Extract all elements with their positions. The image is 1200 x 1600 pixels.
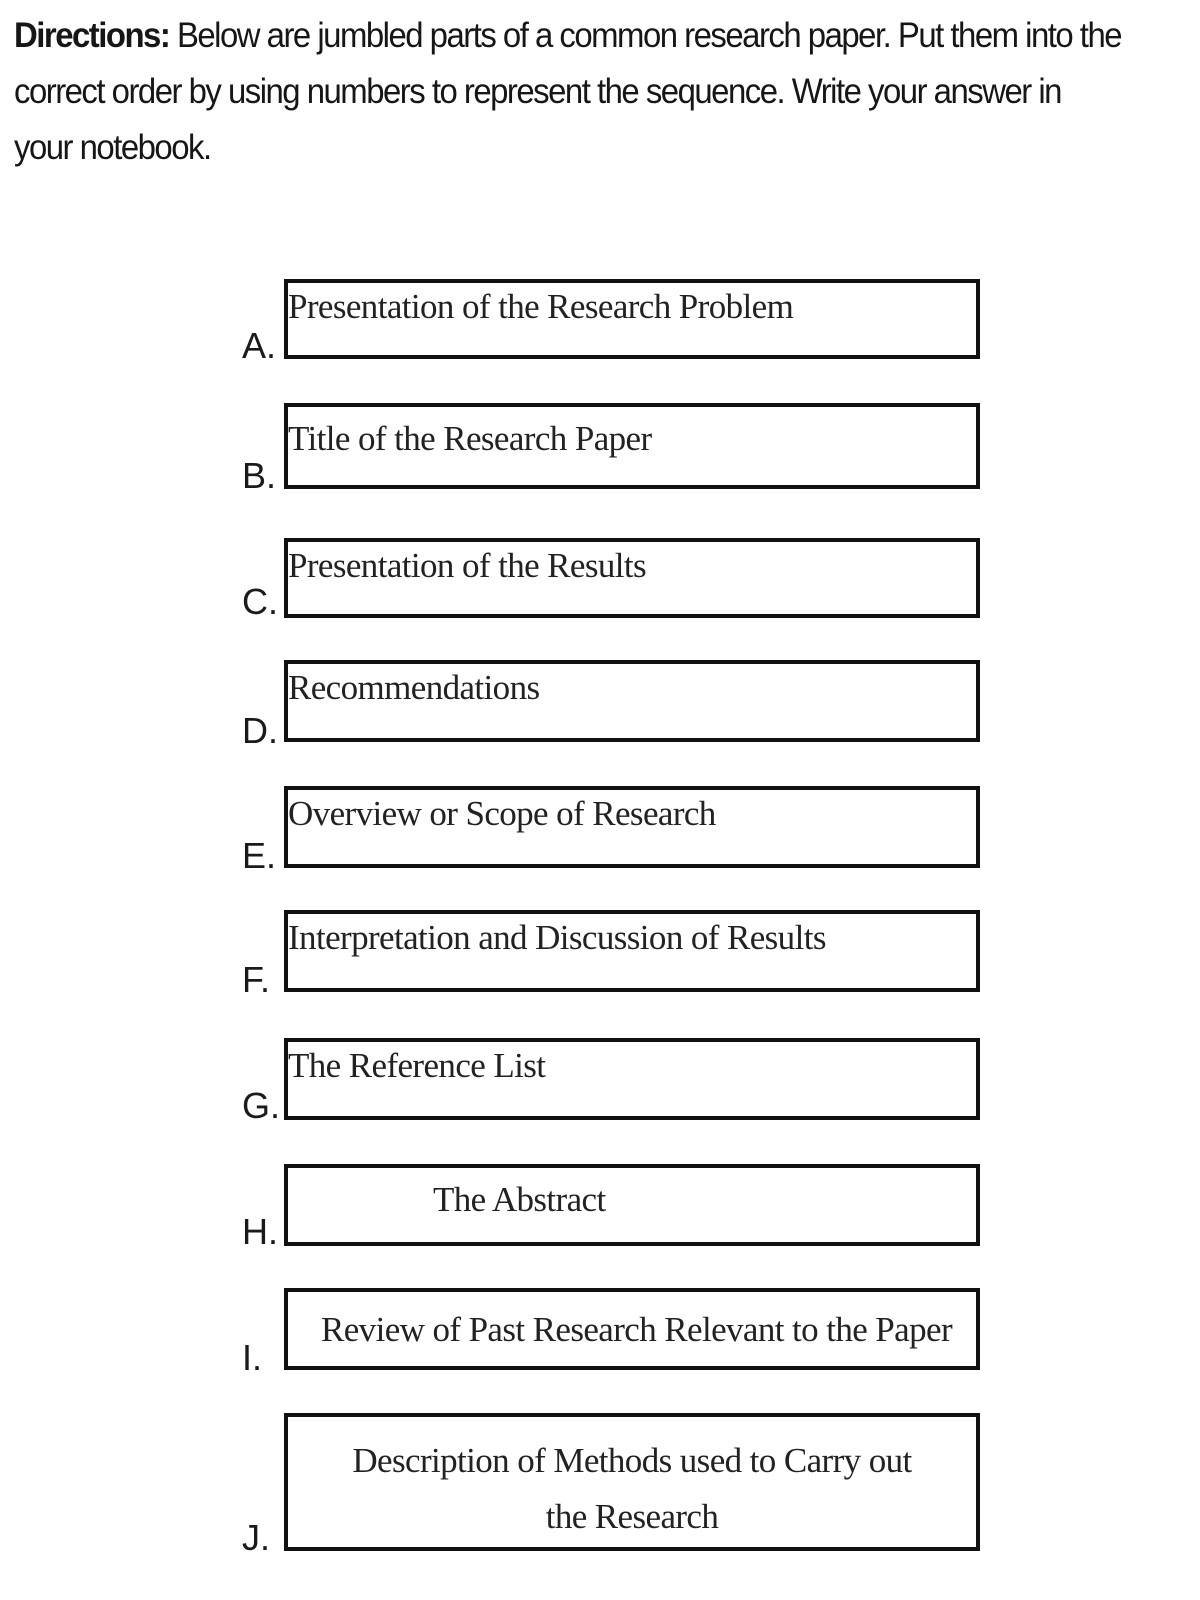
- item-letter: A.: [242, 325, 277, 366]
- item-box: [284, 1413, 980, 1551]
- item-text: Description of Methods used to Carry out the Research: [352, 1441, 912, 1536]
- item-letter: C.: [242, 581, 278, 622]
- directions-text: Below are jumbled parts of a common research paper. Put them into the correct order by using numbers to represent the sequence. Write your answer in your notebook.: [14, 16, 1122, 167]
- item-text: Review of Past Research Relevant to the Paper: [321, 1310, 952, 1349]
- item-text: Presentation of the Results: [288, 546, 647, 585]
- item-letter: H.: [242, 1211, 278, 1252]
- item-letter: J.: [242, 1517, 271, 1558]
- item-text: Overview or Scope of Research: [288, 794, 716, 833]
- item-box: [284, 660, 980, 742]
- item-text: Presentation of the Research Problem: [288, 287, 794, 326]
- item-text: The Abstract: [433, 1180, 606, 1219]
- item-letter: G.: [242, 1085, 281, 1126]
- item-letter: F.: [242, 959, 271, 1000]
- item-letter: E.: [242, 835, 277, 876]
- item-box: [284, 279, 980, 359]
- item-box: [284, 1038, 980, 1120]
- item-text: The Reference List: [288, 1046, 546, 1085]
- item-box: [284, 403, 980, 489]
- item-letter: I.: [242, 1337, 263, 1378]
- item-box: [284, 910, 980, 992]
- directions-paragraph: [14, 8, 1123, 176]
- item-box: [284, 1288, 980, 1370]
- item-box: [284, 1164, 980, 1246]
- item-letter: D.: [242, 710, 278, 751]
- item-text: Title of the Research Paper: [288, 419, 652, 458]
- item-box: [284, 786, 980, 868]
- item-box: [284, 538, 980, 618]
- item-letter: B.: [242, 455, 277, 496]
- directions-label: Directions:: [14, 16, 170, 55]
- item-text: Interpretation and Discussion of Results: [288, 918, 826, 957]
- item-text: Recommendations: [288, 668, 540, 707]
